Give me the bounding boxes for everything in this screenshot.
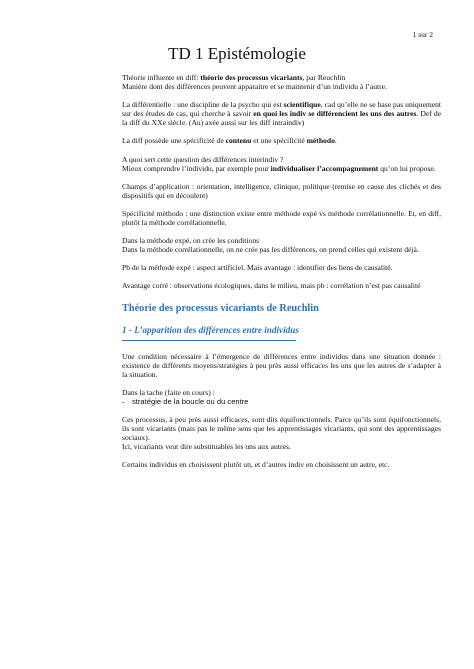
- page-number: 1 sur 2: [412, 30, 433, 39]
- paragraph-processus: Ces processus, à peu près aussi efficaces, sont dits équifonctionnels. Parce qu’ils sont équifonctionnels, ils sont vicariants (mais pas le même sens que les apprentissages vicariants, qui sont des apprentissages sociaux). Ici, vicariants veut dire substituables les uns aux autres.: [122, 414, 441, 452]
- list-item-text: stratégie de la boucle ou du centre: [132, 396, 249, 406]
- bold-term: méthodo: [306, 136, 335, 146]
- bold-term: individualiser l’accompagnement: [270, 163, 379, 173]
- subsection-underline: [122, 340, 296, 341]
- document-title: TD 1 Epistémologie: [168, 44, 306, 63]
- paragraph-differentielle: La différentielle : une discipline de la psycho qui est scientifique, cad qu’elle ne se base pas uniquement sur des études de cas, qui cherche à savoir en quoi les indiv se différencient les uns des autres. Def de la diff du XXe siècle. (Au) axée aussi sur les diff intraindiv): [122, 100, 441, 128]
- paragraph-specificite: La diff possède une spécificité de contenu et une spécificité méthodo.: [122, 136, 337, 146]
- paragraph-certains: Certains individus en choisissent plutôt un, et d’autres indiv en choisissent un autre, etc.: [122, 460, 390, 470]
- list-item: [122, 397, 441, 406]
- bullet-mark: -: [122, 396, 125, 406]
- section-title: Théorie des processus vicariants de Reuchlin: [122, 302, 319, 314]
- paragraph-avantage-corre: Avantage corré : observations écologiques, dans le milieu, mais pb : corrélation n’est pas causalité: [122, 281, 421, 291]
- document-body: [122, 73, 441, 478]
- paragraph-tache: Dans la tache (faite en cours) :: [122, 387, 215, 397]
- bold-term: théorie des processus vicariants: [200, 73, 303, 82]
- bold-term: scientifique: [283, 100, 321, 110]
- paragraph-pb-expe: Pb de la méthode expé : aspect artificiel. Mais avantage : identifier des liens de causalité.: [122, 263, 393, 273]
- bold-term: en quoi les indiv se différencient les uns des autres: [253, 109, 417, 119]
- paragraph-methodo: Spécificité méthodo : une distinction existe entre méthode expé vs méthode corrélationnelle. Et, en diff, plutôt la méthode corrélationnelle.: [122, 208, 441, 228]
- paragraph-question: A quoi sert cette question des différences interindiv ? Mieux comprendre l’individu, par exemple pour individualiser l’accompagnement qu’on lui propose.: [122, 154, 436, 173]
- paragraph-intro: Théorie influente en diff: théorie des processus vicariants, par Reuchlin Manière dont des différences peuvent apparaitre et se maintenir d’un individu à l’autre.: [122, 73, 387, 92]
- bold-term: contenu: [225, 136, 252, 146]
- paragraph-champs: Champs d’application : orientation, intelligence, clinique, politique (remise en cause des clichés et des dispositifs qui en découlent): [122, 181, 441, 200]
- subsection-title: 1 - L’apparition des différences entre individus: [122, 324, 299, 335]
- paragraph-condition: Une condition nécessaire à l’émergence de différences entre individus dans une situation donnée : existence de différents moyens/stratégies à peu près aussi efficaces les uns que les autres de s’adapter à la situation.: [122, 351, 441, 379]
- paragraph-methodes: Dans la méthode expé, on crée les conditions Dans la méthode corrélationnelle, on ne crée pas les différences, on prend celles qui existent déjà.: [122, 236, 419, 255]
